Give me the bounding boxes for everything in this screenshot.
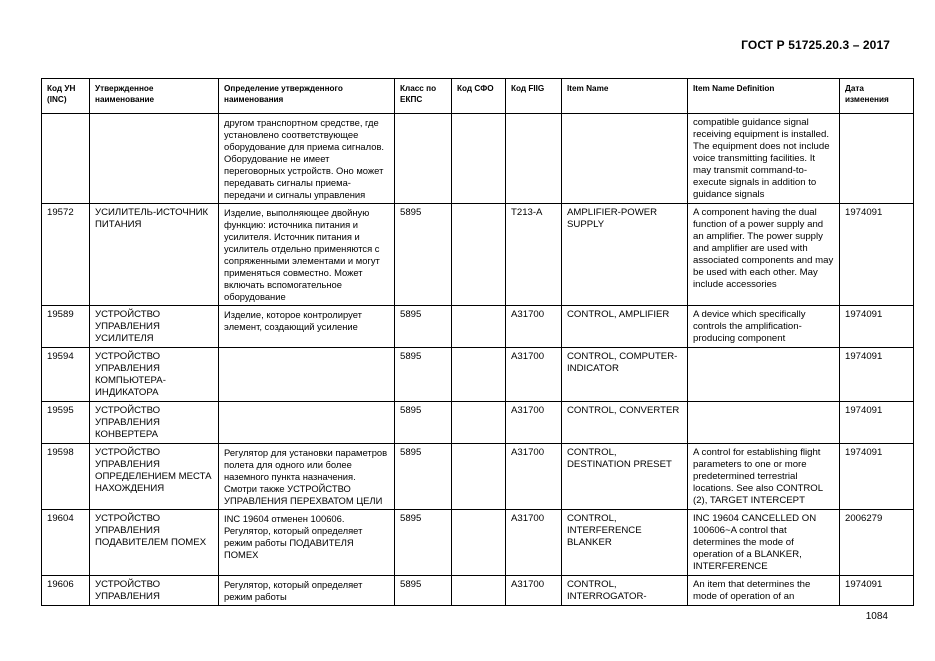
cell-item-name-definition — [688, 402, 840, 444]
cell-fiig — [506, 114, 562, 204]
cell-inc: 19598 — [42, 444, 90, 510]
cell-sfo — [452, 444, 506, 510]
cell-item-name-definition: compatible guidance signal receiving equipment is installed. The equipment does not include voice transmitting facilities. It may transmit command-to-execute signals in addition to guidance signals — [688, 114, 840, 204]
table-row — [42, 402, 914, 444]
cell-definition — [219, 402, 395, 444]
cell-fiig: A31700 — [506, 576, 562, 606]
cell-sfo — [452, 114, 506, 204]
column-header-approved-name: Утвержденное наименование — [90, 79, 219, 114]
column-header-change-date: Дата изменения — [840, 79, 914, 114]
cell-sfo — [452, 402, 506, 444]
cell-inc: 19589 — [42, 306, 90, 348]
cell-item-name-definition: INC 19604 CANCELLED ON 100606~A control that determines the mode of operation of a BLANKER, INTERFERENCE — [688, 510, 840, 576]
cell-item-name: CONTROL, COMPUTER-INDICATOR — [562, 348, 688, 402]
cell-class: 5895 — [395, 348, 452, 402]
cell-sfo — [452, 306, 506, 348]
cell-sfo — [452, 348, 506, 402]
cell-change-date: 1974091 — [840, 204, 914, 306]
cell-inc: 19594 — [42, 348, 90, 402]
cell-item-name: AMPLIFIER-POWER SUPPLY — [562, 204, 688, 306]
cell-change-date: 1974091 — [840, 348, 914, 402]
table-row — [42, 510, 914, 576]
table-header-row — [42, 79, 914, 114]
column-header-item-name-definition: Item Name Definition — [688, 79, 840, 114]
table-row — [42, 114, 914, 204]
cell-item-name-definition: A component having the dual function of a power supply and an amplifier. The power supply and amplifier are used with associated components and may be used with each other. May include accessories — [688, 204, 840, 306]
cell-item-name: CONTROL, CONVERTER — [562, 402, 688, 444]
cell-class: 5895 — [395, 204, 452, 306]
column-header-fiig: Код FIIG — [506, 79, 562, 114]
cell-fiig: A31700 — [506, 348, 562, 402]
column-header-inc: Код УН (INC) — [42, 79, 90, 114]
cell-class: 5895 — [395, 444, 452, 510]
cell-change-date: 1974091 — [840, 402, 914, 444]
cell-fiig: A31700 — [506, 306, 562, 348]
cell-item-name: CONTROL, INTERROGATOR- — [562, 576, 688, 606]
cell-item-name-definition: A control for establishing flight parameters to one or more predetermined terrestrial locations. See also CONTROL (2), TARGET INTERCEPT — [688, 444, 840, 510]
cell-definition: Регулятор, который определяет режим работы — [219, 576, 395, 606]
table-row — [42, 306, 914, 348]
cell-inc: 19606 — [42, 576, 90, 606]
cell-change-date: 1974091 — [840, 576, 914, 606]
cell-approved-name: УСТРОЙСТВО УПРАВЛЕНИЯ КОМПЬЮТЕРА-ИНДИКАТОРА — [90, 348, 219, 402]
cell-sfo — [452, 576, 506, 606]
column-header-definition: Определение утвержденного наименования — [219, 79, 395, 114]
cell-definition: Изделие, которое контролирует элемент, создающий усиление — [219, 306, 395, 348]
cell-class: 5895 — [395, 306, 452, 348]
cell-sfo — [452, 204, 506, 306]
cell-class: 5895 — [395, 576, 452, 606]
cell-item-name — [562, 114, 688, 204]
cell-item-name: CONTROL, INTERFERENCE BLANKER — [562, 510, 688, 576]
table-row — [42, 444, 914, 510]
cell-item-name-definition: An item that determines the mode of operation of an — [688, 576, 840, 606]
cell-approved-name: УСТРОЙСТВО УПРАВЛЕНИЯ — [90, 576, 219, 606]
cell-item-name-definition: A device which specifically controls the amplification-producing component — [688, 306, 840, 348]
cell-change-date: 2006279 — [840, 510, 914, 576]
column-header-item-name: Item Name — [562, 79, 688, 114]
table-row — [42, 204, 914, 306]
cell-fiig: A31700 — [506, 510, 562, 576]
cell-approved-name — [90, 114, 219, 204]
cell-definition: другом транспортном средстве, где установлено соответствующее оборудование для приема сигналов. Оборудование не имеет переговорных устройств. Оно может передавать сигналы приема-передачи и сигналы управления — [219, 114, 395, 204]
cell-approved-name: УСТРОЙСТВО УПРАВЛЕНИЯ КОНВЕРТЕРА — [90, 402, 219, 444]
cell-item-name: CONTROL, AMPLIFIER — [562, 306, 688, 348]
table-row — [42, 348, 914, 402]
cell-definition — [219, 348, 395, 402]
column-header-sfo: Код СФО — [452, 79, 506, 114]
cell-change-date — [840, 114, 914, 204]
cell-inc — [42, 114, 90, 204]
cell-sfo — [452, 510, 506, 576]
page-number: 1084 — [865, 611, 888, 622]
cell-definition: Изделие, выполняющее двойную функцию: источника питания и усилителя. Источник питания и усилитель отдельно применяются с сопряженными элементами и могут применяться совместно. Может включать вспомогательное оборудование — [219, 204, 395, 306]
cell-fiig: A31700 — [506, 402, 562, 444]
cell-approved-name: УСТРОЙСТВО УПРАВЛЕНИЯ ОПРЕДЕЛЕНИЕМ МЕСТА НАХОЖДЕНИЯ — [90, 444, 219, 510]
cell-definition: INC 19604 отменен 100606. Регулятор, который определяет режим работы ПОДАВИТЕЛЯ ПОМЕХ — [219, 510, 395, 576]
cell-item-name-definition — [688, 348, 840, 402]
cell-inc: 19595 — [42, 402, 90, 444]
column-header-class: Класс по ЕКПС — [395, 79, 452, 114]
cell-item-name: CONTROL, DESTINATION PRESET — [562, 444, 688, 510]
item-names-table — [41, 78, 914, 606]
cell-definition: Регулятор для установки параметров полета для одного или более наземного пункта назначения. Смотри также УСТРОЙСТВО УПРАВЛЕНИЯ ПЕРЕХВАТОМ ЦЕЛИ — [219, 444, 395, 510]
cell-change-date: 1974091 — [840, 444, 914, 510]
cell-inc: 19572 — [42, 204, 90, 306]
cell-fiig: A31700 — [506, 444, 562, 510]
cell-fiig: T213-A — [506, 204, 562, 306]
cell-approved-name: УСТРОЙСТВО УПРАВЛЕНИЯ ПОДАВИТЕЛЕМ ПОМЕХ — [90, 510, 219, 576]
cell-change-date: 1974091 — [840, 306, 914, 348]
document-standard-number: ГОСТ Р 51725.20.3 – 2017 — [741, 38, 890, 52]
cell-class — [395, 114, 452, 204]
cell-approved-name: УСТРОЙСТВО УПРАВЛЕНИЯ УСИЛИТЕЛЯ — [90, 306, 219, 348]
cell-approved-name: УСИЛИТЕЛЬ-ИСТОЧНИК ПИТАНИЯ — [90, 204, 219, 306]
cell-class: 5895 — [395, 510, 452, 576]
cell-inc: 19604 — [42, 510, 90, 576]
table-row — [42, 576, 914, 606]
cell-class: 5895 — [395, 402, 452, 444]
